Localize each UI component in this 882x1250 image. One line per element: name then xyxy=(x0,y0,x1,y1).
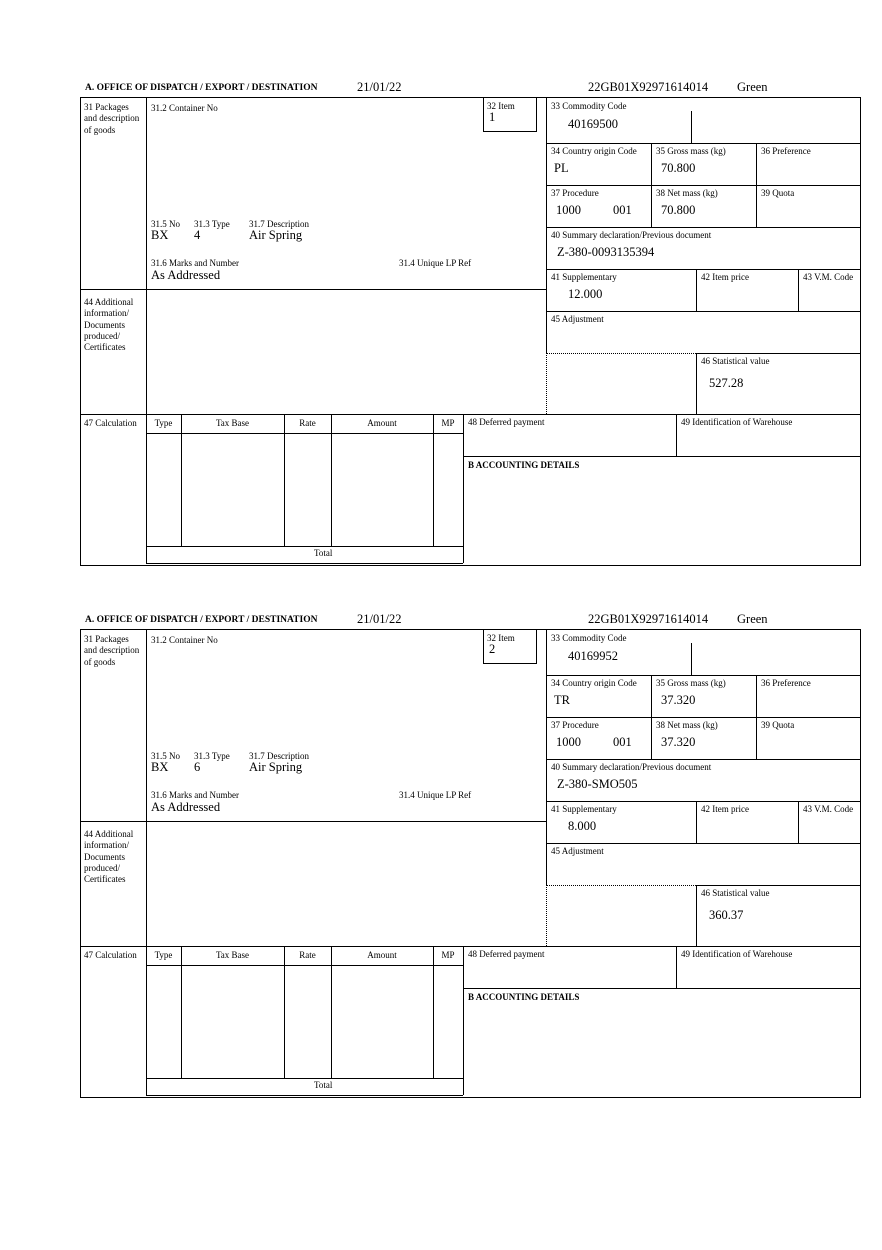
divider xyxy=(676,414,677,456)
box32-item-label: 32 Item xyxy=(487,101,515,111)
box31-3-type-label: 31.3 Type xyxy=(194,219,230,229)
box39-quota-label: 39 Quota xyxy=(761,188,795,198)
commodity-code-separator xyxy=(691,111,692,143)
divider xyxy=(546,759,861,760)
divider xyxy=(146,546,463,547)
procedure-value: 1000 xyxy=(556,203,581,217)
box43-vm-code-label: 43 V.M. Code xyxy=(803,272,854,282)
divider xyxy=(81,414,861,415)
box31-packages-label: 31 Packages and description of goods xyxy=(84,102,140,135)
divider xyxy=(331,414,332,546)
box31-2-container-label: 31.2 Container No xyxy=(151,103,218,113)
divider xyxy=(546,269,861,270)
box45-adjustment-label: 45 Adjustment xyxy=(551,314,604,324)
country-origin-value: TR xyxy=(554,693,570,707)
mrn-number: 22GB01X92971614014 xyxy=(588,612,709,626)
office-of-dispatch-label: A. OFFICE OF DISPATCH / EXPORT / DESTINATION xyxy=(85,83,318,93)
divider xyxy=(81,289,546,290)
box41-supplementary-label: 41 Supplementary xyxy=(551,804,617,814)
box48-deferred-payment-label: 48 Deferred payment xyxy=(468,417,545,427)
box33-commodity-label: 33 Commodity Code xyxy=(551,633,627,643)
routing-status: Green xyxy=(737,612,768,626)
divider xyxy=(463,414,464,563)
divider xyxy=(463,946,464,1095)
marks-value: As Addressed xyxy=(151,268,221,282)
goods-description-value: Air Spring xyxy=(249,760,303,774)
box37-procedure-label: 37 Procedure xyxy=(551,188,599,198)
divider-dashed xyxy=(546,353,547,414)
box46-statistical-label: 46 Statistical value xyxy=(701,888,770,898)
summary-declaration-value: Z-380-0093135394 xyxy=(557,245,655,259)
box35-gross-mass-label: 35 Gross mass (kg) xyxy=(656,146,726,156)
box44-additional-info-label: 44 Additional information/ Documents produced/ Certificates xyxy=(84,297,134,352)
divider xyxy=(676,946,677,988)
divider xyxy=(81,946,861,947)
box31-5-no-label: 31.5 No xyxy=(151,751,180,761)
divider xyxy=(546,675,861,676)
box40-summary-label: 40 Summary declaration/Previous document xyxy=(551,762,712,772)
calc-col-type: Type xyxy=(154,950,173,960)
divider xyxy=(546,717,861,718)
gross-mass-value: 70.800 xyxy=(661,161,696,175)
divider-dashed xyxy=(546,885,547,946)
divider xyxy=(696,801,697,843)
box49-warehouse-label: 49 Identification of Warehouse xyxy=(681,417,793,427)
declaration-item-block xyxy=(80,80,862,566)
box31-4-unique-lp-label: 31.4 Unique LP Ref xyxy=(399,258,472,268)
declaration-item-block xyxy=(80,612,862,1098)
calc-col-type: Type xyxy=(154,418,173,428)
item-box-border xyxy=(483,663,537,664)
box31-2-container-label: 31.2 Container No xyxy=(151,635,218,645)
packages-no-value: BX xyxy=(151,228,169,242)
box31-6-marks-label: 31.6 Marks and Number xyxy=(151,790,239,800)
divider xyxy=(546,185,861,186)
item-form-grid xyxy=(80,97,861,566)
divider xyxy=(651,143,652,227)
accounting-details-label: B ACCOUNTING DETAILS xyxy=(468,460,580,470)
gross-mass-value: 37.320 xyxy=(661,693,696,707)
declaration-date: 21/01/22 xyxy=(357,612,402,626)
box44-additional-info-label: 44 Additional information/ Documents produced/ Certificates xyxy=(84,829,134,884)
divider xyxy=(433,414,434,546)
calc-col-amount: Amount xyxy=(367,950,397,960)
calc-total-label: Total xyxy=(314,548,333,558)
calc-total-label: Total xyxy=(314,1080,333,1090)
box33-commodity-label: 33 Commodity Code xyxy=(551,101,627,111)
summary-declaration-value: Z-380-SMO505 xyxy=(557,777,638,791)
procedure-extra-value: 001 xyxy=(613,735,632,749)
office-of-dispatch-label: A. OFFICE OF DISPATCH / EXPORT / DESTINATION xyxy=(85,615,318,625)
divider xyxy=(284,946,285,1078)
item-box-border xyxy=(483,98,484,131)
box42-item-price-label: 42 Item price xyxy=(701,804,749,814)
box37-procedure-label: 37 Procedure xyxy=(551,720,599,730)
box31-5-no-label: 31.5 No xyxy=(151,219,180,229)
divider xyxy=(546,801,861,802)
divider xyxy=(696,885,861,886)
box41-supplementary-label: 41 Supplementary xyxy=(551,272,617,282)
box38-net-mass-label: 38 Net mass (kg) xyxy=(656,188,718,198)
box36-preference-label: 36 Preference xyxy=(761,146,811,156)
accounting-details-label: B ACCOUNTING DETAILS xyxy=(468,992,580,1002)
divider xyxy=(463,456,861,457)
procedure-extra-value: 001 xyxy=(613,203,632,217)
divider xyxy=(146,1078,463,1079)
packages-type-value: 4 xyxy=(194,228,201,242)
divider xyxy=(546,143,861,144)
box45-adjustment-label: 45 Adjustment xyxy=(551,846,604,856)
divider xyxy=(756,143,757,227)
divider-dashed xyxy=(546,885,696,886)
divider xyxy=(284,414,285,546)
box48-deferred-payment-label: 48 Deferred payment xyxy=(468,949,545,959)
divider xyxy=(546,843,861,844)
goods-description-value: Air Spring xyxy=(249,228,303,242)
item-box-border xyxy=(536,630,537,663)
divider xyxy=(546,98,547,353)
box36-preference-label: 36 Preference xyxy=(761,678,811,688)
item-form-grid xyxy=(80,629,861,1098)
divider xyxy=(146,630,147,1095)
calc-col-rate: Rate xyxy=(299,418,316,428)
divider xyxy=(146,1095,463,1096)
divider xyxy=(798,801,799,843)
box39-quota-label: 39 Quota xyxy=(761,720,795,730)
commodity-code-value: 40169500 xyxy=(568,117,618,131)
item-number-value: 1 xyxy=(489,110,496,124)
divider xyxy=(331,946,332,1078)
divider xyxy=(798,269,799,311)
box34-country-label: 34 Country origin Code xyxy=(551,678,637,688)
divider xyxy=(696,353,861,354)
supplementary-value: 12.000 xyxy=(568,287,603,301)
divider xyxy=(181,414,182,546)
box35-gross-mass-label: 35 Gross mass (kg) xyxy=(656,678,726,688)
commodity-code-value: 40169952 xyxy=(568,649,618,663)
divider xyxy=(181,946,182,1078)
divider xyxy=(696,269,697,311)
divider xyxy=(146,433,463,434)
commodity-code-separator xyxy=(691,643,692,675)
calc-col-rate: Rate xyxy=(299,950,316,960)
divider xyxy=(546,630,547,885)
country-origin-value: PL xyxy=(554,161,569,175)
statistical-value: 527.28 xyxy=(709,376,744,390)
procedure-value: 1000 xyxy=(556,735,581,749)
packages-type-value: 6 xyxy=(194,760,201,774)
box31-3-type-label: 31.3 Type xyxy=(194,751,230,761)
divider xyxy=(696,885,697,946)
divider xyxy=(696,353,697,414)
box49-warehouse-label: 49 Identification of Warehouse xyxy=(681,949,793,959)
supplementary-value: 8.000 xyxy=(568,819,597,833)
calc-col-tax-base: Tax Base xyxy=(215,950,250,960)
box31-7-description-label: 31.7 Description xyxy=(249,751,309,761)
net-mass-value: 70.800 xyxy=(661,203,696,217)
item-box-border xyxy=(483,131,537,132)
mrn-number: 22GB01X92971614014 xyxy=(588,80,709,94)
net-mass-value: 37.320 xyxy=(661,735,696,749)
box40-summary-label: 40 Summary declaration/Previous document xyxy=(551,230,712,240)
divider xyxy=(146,98,147,563)
item-number-value: 2 xyxy=(489,642,496,656)
box31-4-unique-lp-label: 31.4 Unique LP Ref xyxy=(399,790,472,800)
box47-calculation-label: 47 Calculation xyxy=(84,418,137,428)
declaration-date: 21/01/22 xyxy=(357,80,402,94)
calc-col-mp: MP xyxy=(441,950,455,960)
statistical-value: 360.37 xyxy=(709,908,744,922)
box31-6-marks-label: 31.6 Marks and Number xyxy=(151,258,239,268)
box31-7-description-label: 31.7 Description xyxy=(249,219,309,229)
box46-statistical-label: 46 Statistical value xyxy=(701,356,770,366)
item-box-border xyxy=(483,630,484,663)
marks-value: As Addressed xyxy=(151,800,221,814)
box32-item-label: 32 Item xyxy=(487,633,515,643)
box34-country-label: 34 Country origin Code xyxy=(551,146,637,156)
divider xyxy=(146,563,463,564)
calc-col-amount: Amount xyxy=(367,418,397,428)
divider xyxy=(651,675,652,759)
calc-col-mp: MP xyxy=(441,418,455,428)
divider xyxy=(81,821,546,822)
divider xyxy=(463,988,861,989)
calc-col-tax-base: Tax Base xyxy=(215,418,250,428)
box31-packages-label: 31 Packages and description of goods xyxy=(84,634,140,667)
box47-calculation-label: 47 Calculation xyxy=(84,950,137,960)
divider xyxy=(146,965,463,966)
divider xyxy=(546,227,861,228)
box38-net-mass-label: 38 Net mass (kg) xyxy=(656,720,718,730)
routing-status: Green xyxy=(737,80,768,94)
box43-vm-code-label: 43 V.M. Code xyxy=(803,804,854,814)
item-box-border xyxy=(536,98,537,131)
packages-no-value: BX xyxy=(151,760,169,774)
divider xyxy=(546,311,861,312)
divider xyxy=(756,675,757,759)
divider-dashed xyxy=(546,353,696,354)
divider xyxy=(433,946,434,1078)
box42-item-price-label: 42 Item price xyxy=(701,272,749,282)
